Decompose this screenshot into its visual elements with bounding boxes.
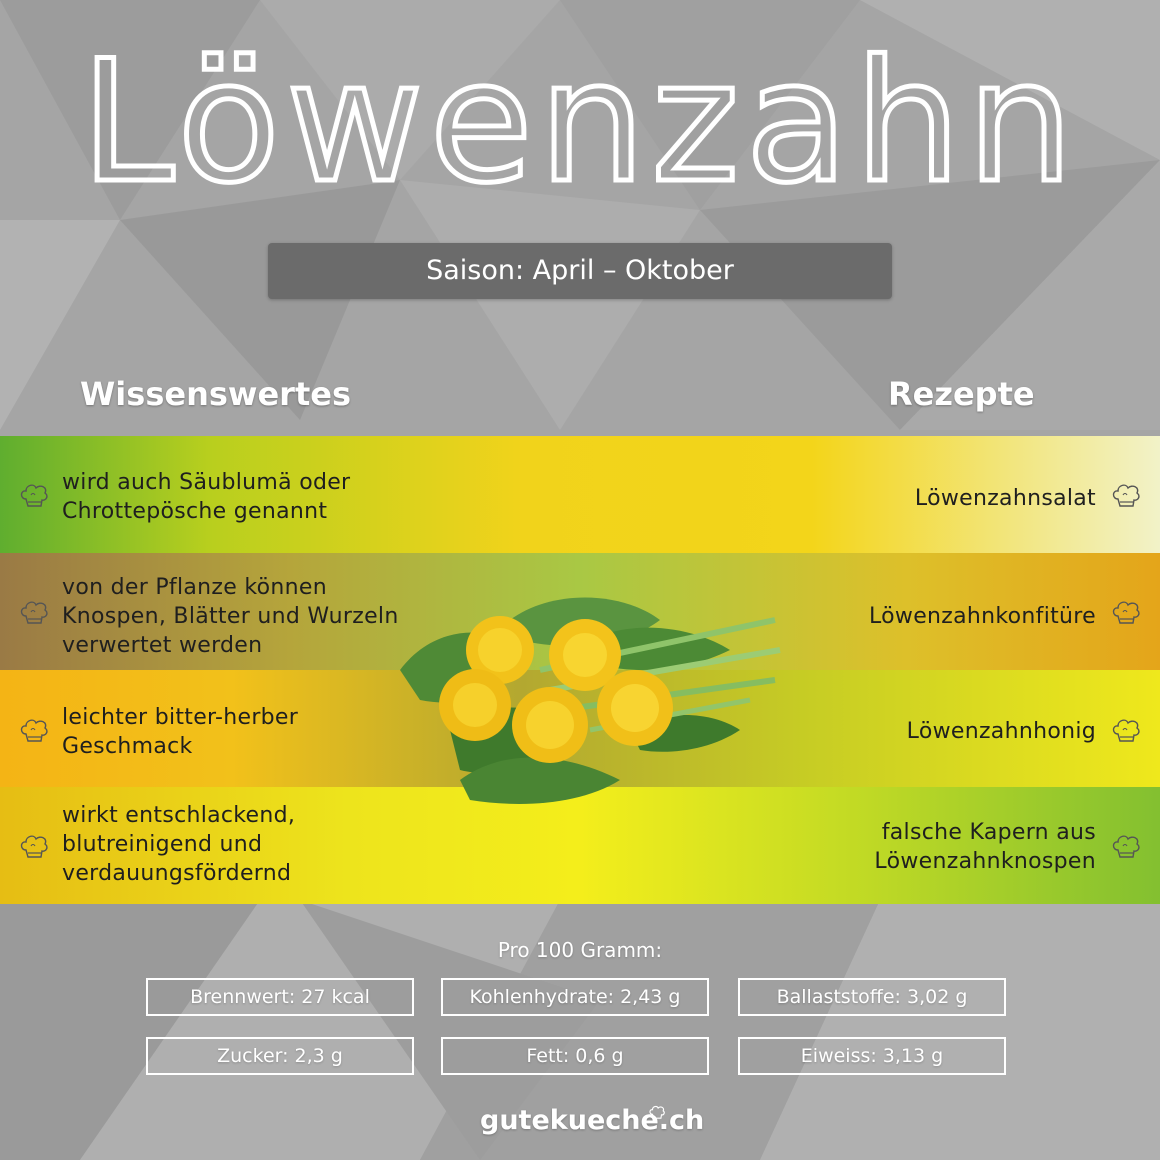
page-title: [0, 30, 1160, 220]
facts-heading: Wissenswertes: [80, 375, 351, 413]
recipe-link[interactable]: Löwenzahnhonig: [906, 719, 1096, 744]
nutrition-carbs: Kohlenhydrate: 2,43 g: [441, 978, 709, 1016]
nutrition-calories: Brennwert: 27 kcal: [146, 978, 414, 1016]
recipes-heading: Rezepte: [888, 375, 1035, 413]
chef-hat-icon: [1110, 716, 1142, 744]
recipe-link[interactable]: falsche Kapern aus Löwenzahnknospen: [874, 820, 1096, 874]
chef-hat-icon: [18, 832, 50, 860]
season-banner: Saison: April – Oktober: [268, 243, 892, 299]
dandelion-image: [390, 580, 790, 810]
nutrition-protein: Eiweiss: 3,13 g: [738, 1037, 1006, 1075]
chef-hat-icon: [18, 481, 50, 509]
recipe-link[interactable]: Löwenzahnkonfitüre: [868, 604, 1096, 629]
brand-logo-text[interactable]: gutekueche.ch: [480, 1105, 705, 1136]
fact-item: wirkt entschlackend, blutreinigend und verdauungsfördernd: [62, 803, 296, 886]
page-title-text: Löwenzahn: [80, 30, 1080, 220]
chef-hat-icon: [1110, 598, 1142, 626]
chef-hat-icon: [18, 598, 50, 626]
chef-hat-icon: [18, 716, 50, 744]
recipe-link[interactable]: Löwenzahnsalat: [914, 486, 1096, 511]
fact-item: leichter bitter-herber Geschmack: [62, 705, 299, 759]
chef-hat-icon: [1110, 832, 1142, 860]
chef-hat-icon: [648, 1104, 666, 1120]
nutrition-sugar: Zucker: 2,3 g: [146, 1037, 414, 1075]
nutrition-heading: Pro 100 Gramm:: [497, 938, 663, 962]
nutrition-fiber: Ballaststoffe: 3,02 g: [738, 978, 1006, 1016]
fact-item: von der Pflanze können Knospen, Blätter und Wurzeln verwertet werden: [62, 575, 399, 658]
nutrition-fat: Fett: 0,6 g: [441, 1037, 709, 1075]
fact-item: wird auch Säublumä oder Chrottepösche genannt: [62, 470, 351, 524]
chef-hat-icon: [1110, 481, 1142, 509]
